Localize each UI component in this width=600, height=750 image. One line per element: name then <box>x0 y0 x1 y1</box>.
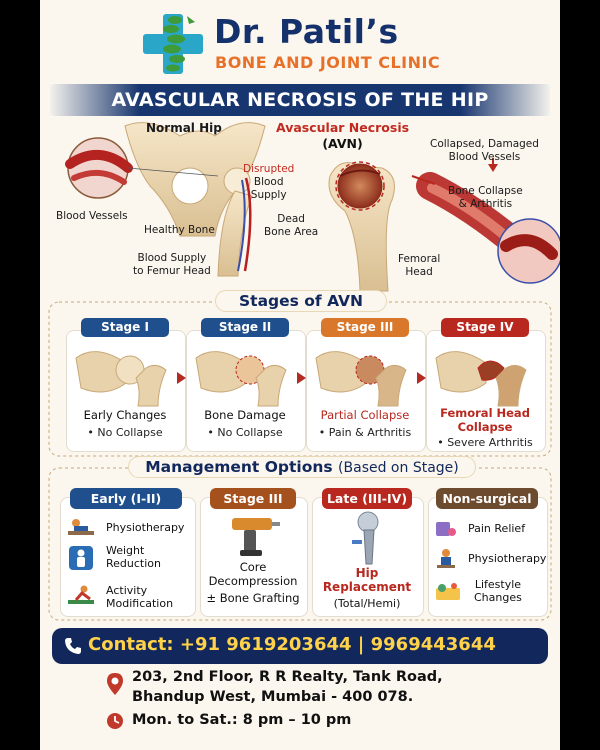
stage-2-tab: Stage II <box>201 318 289 337</box>
early-item-activity-line2: Modification <box>106 597 174 611</box>
management-title <box>128 456 476 478</box>
stage3-core: Core <box>239 560 267 574</box>
early-tab: Early (I-II) <box>70 488 182 509</box>
nonsurgical-lifestyle-line1: Lifestyle <box>474 578 522 591</box>
blood-supply-line1: Blood Supply <box>137 252 207 264</box>
collapsed-line1: Collapsed, Damaged <box>430 138 539 150</box>
healthy-bone-label: Healthy Bone <box>144 224 215 236</box>
contact-bar <box>52 628 548 664</box>
address <box>132 668 443 707</box>
stage-2-desc: Bone Damage <box>204 408 286 422</box>
late-tab: Late (III-IV) <box>322 488 412 509</box>
management-title-suffix: (Based on Stage) <box>338 460 459 476</box>
normal-hip-label: Normal Hip <box>146 121 222 135</box>
poster <box>40 0 560 750</box>
disrupted-line2: Blood <box>253 176 284 189</box>
contact-phone[interactable]: Contact: +91 9619203644 | 9969443644 <box>88 634 496 655</box>
disrupted-line1: Disrupted <box>243 163 295 175</box>
femoral-head-label <box>398 253 440 279</box>
bone-collapse-label <box>448 185 523 211</box>
nonsurgical-physiotherapy: Physiotherapy <box>468 552 547 565</box>
collapsed-line2: Blood Vessels <box>448 151 521 164</box>
disrupted-blood-supply-label <box>243 163 294 202</box>
avn-title-line1: Avascular Necrosis <box>276 120 410 135</box>
early-item-activity <box>106 584 173 610</box>
stage-3-note: • Pain & Arthritis <box>318 426 412 439</box>
stage-1-tab: Stage I <box>81 318 169 337</box>
blood-supply-line2: to Femur Head <box>133 265 211 278</box>
clinic-subtitle: BONE AND JOINT CLINIC <box>215 53 441 72</box>
clinic-name: Dr. Patil’s <box>214 12 399 51</box>
location-pin-icon <box>106 672 124 696</box>
weight-reduction-icon <box>68 545 94 571</box>
dead-bone-label <box>264 213 318 239</box>
stage-1-desc: Early Changes <box>83 408 167 422</box>
physiotherapy-icon <box>66 515 96 539</box>
nonsurgical-lifestyle <box>474 578 522 604</box>
nonsurgical-lifestyle-line2: Changes <box>474 591 522 605</box>
late-total-hemi: (Total/Hemi) <box>333 597 401 610</box>
phone-icon <box>64 637 82 655</box>
collapsed-vessels-label <box>430 138 539 164</box>
stage3-tab: Stage III <box>210 488 296 509</box>
page-title: AVASCULAR NECROSIS OF THE HIP <box>111 89 489 111</box>
pain-relief-icon <box>434 518 458 540</box>
femoral-head-line1: Femoral <box>398 253 441 265</box>
opening-hours: Mon. to Sat.: 8 pm – 10 pm <box>132 712 352 728</box>
avn-title-line2: (AVN) <box>322 135 363 151</box>
stage-2-note: • No Collapse <box>207 426 283 439</box>
blood-vessels-label: Blood Vessels <box>56 210 128 222</box>
stage-arrow-2 <box>297 372 306 384</box>
stage-3-tab: Stage III <box>321 318 409 337</box>
nonsurgical-tab: Non-surgical <box>436 488 538 509</box>
clock-icon <box>106 712 124 730</box>
stage-4-note: • Severe Arthritis <box>437 436 533 449</box>
medical-cross-spine-logo <box>143 12 203 76</box>
stages-title: Stages of AVN <box>215 290 387 312</box>
blood-supply-label <box>133 252 211 278</box>
address-line2: Bhandup West, Mumbai - 400 078. <box>132 688 414 705</box>
hip-implant-icon <box>348 510 388 566</box>
stage-arrow-3 <box>417 372 426 384</box>
stage3-decompression: Decompression <box>208 574 298 588</box>
early-item-weight-line1: Weight <box>106 544 145 557</box>
late-hip: Hip <box>355 566 379 580</box>
stage-arrow-1 <box>177 372 186 384</box>
drill-icon <box>228 512 282 560</box>
bone-collapse-line2: & Arthritis <box>458 198 513 211</box>
stage-3-desc: Partial Collapse <box>320 408 410 422</box>
bone-collapse-line1: Bone Collapse <box>448 185 523 197</box>
late-replacement: Replacement <box>322 580 412 594</box>
management-title-main: Management Options <box>145 458 333 476</box>
dead-bone-line2: Bone Area <box>264 226 319 239</box>
physiotherapy-icon <box>434 548 458 570</box>
stage-4-tab: Stage IV <box>441 318 529 337</box>
stage-1-note: • No Collapse <box>87 426 163 439</box>
stage-4-desc: Femoral Head <box>440 406 530 420</box>
nonsurgical-pain-relief: Pain Relief <box>468 522 526 535</box>
early-item-weight-line2: Reduction <box>106 557 161 571</box>
address-line1: 203, 2nd Floor, R R Realty, Tank Road, <box>132 669 443 685</box>
disrupted-line3: Supply <box>250 189 287 202</box>
lifestyle-icon <box>434 580 464 604</box>
stage3-grafting: ± Bone Grafting <box>206 591 300 605</box>
title-banner <box>50 84 550 116</box>
stage-4-desc-2: Collapse <box>457 420 513 434</box>
femoral-head-line2: Head <box>405 266 433 279</box>
early-item-physiotherapy: Physiotherapy <box>106 521 185 534</box>
early-item-activity-line1: Activity <box>106 584 148 597</box>
early-item-weight <box>106 544 161 570</box>
avn-title-label <box>276 120 409 151</box>
activity-modification-icon <box>66 583 96 607</box>
dead-bone-line1: Dead <box>277 213 305 225</box>
